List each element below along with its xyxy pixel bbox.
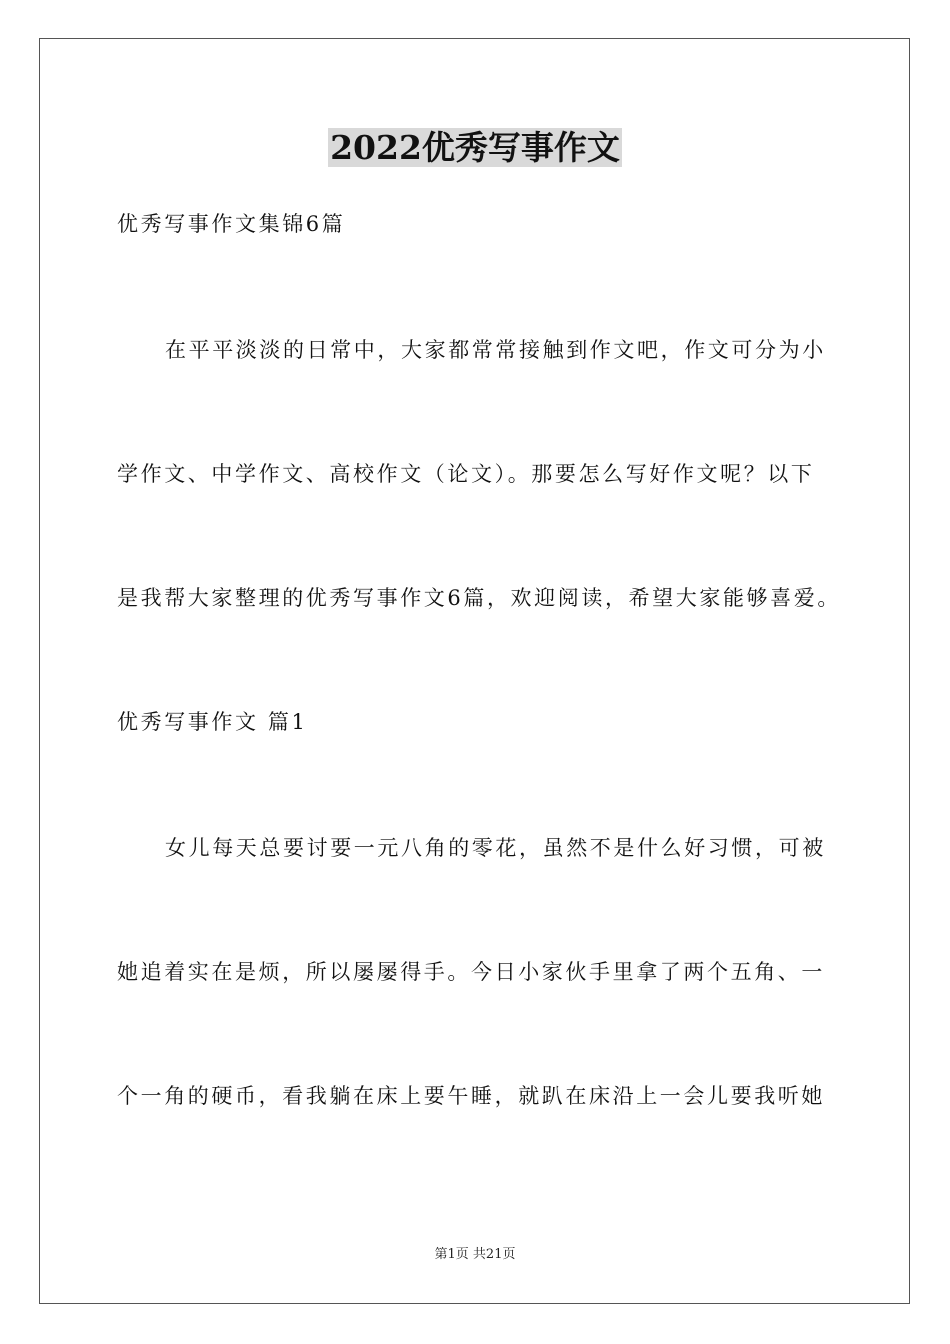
section-heading: 优秀写事作文 篇1	[117, 710, 308, 734]
paragraph-line: 女儿每天总要讨要一元八角的零花，虽然不是什么好习惯，可被	[165, 836, 826, 860]
document-title	[0, 126, 950, 170]
paragraph-line: 是我帮大家整理的优秀写事作文6篇，欢迎阅读，希望大家能够喜爱。	[117, 586, 841, 610]
page-footer: 第1页 共21页	[434, 1247, 516, 1262]
paragraph-line: 学作文、中学作文、高校作文（论文）。那要怎么写好作文呢？以下	[117, 462, 815, 486]
paragraph-line: 在平平淡淡的日常中，大家都常常接触到作文吧，作文可分为小	[165, 338, 826, 362]
paragraph-line: 她追着实在是烦，所以屡屡得手。今日小家伙手里拿了两个五角、一	[117, 960, 825, 984]
document-title-text: 2022优秀写事作文	[330, 128, 620, 167]
document-subtitle: 优秀写事作文集锦6篇	[117, 212, 346, 236]
paragraph-line: 个一角的硬币，看我躺在床上要午睡，就趴在床沿上一会儿要我听她	[117, 1084, 825, 1108]
